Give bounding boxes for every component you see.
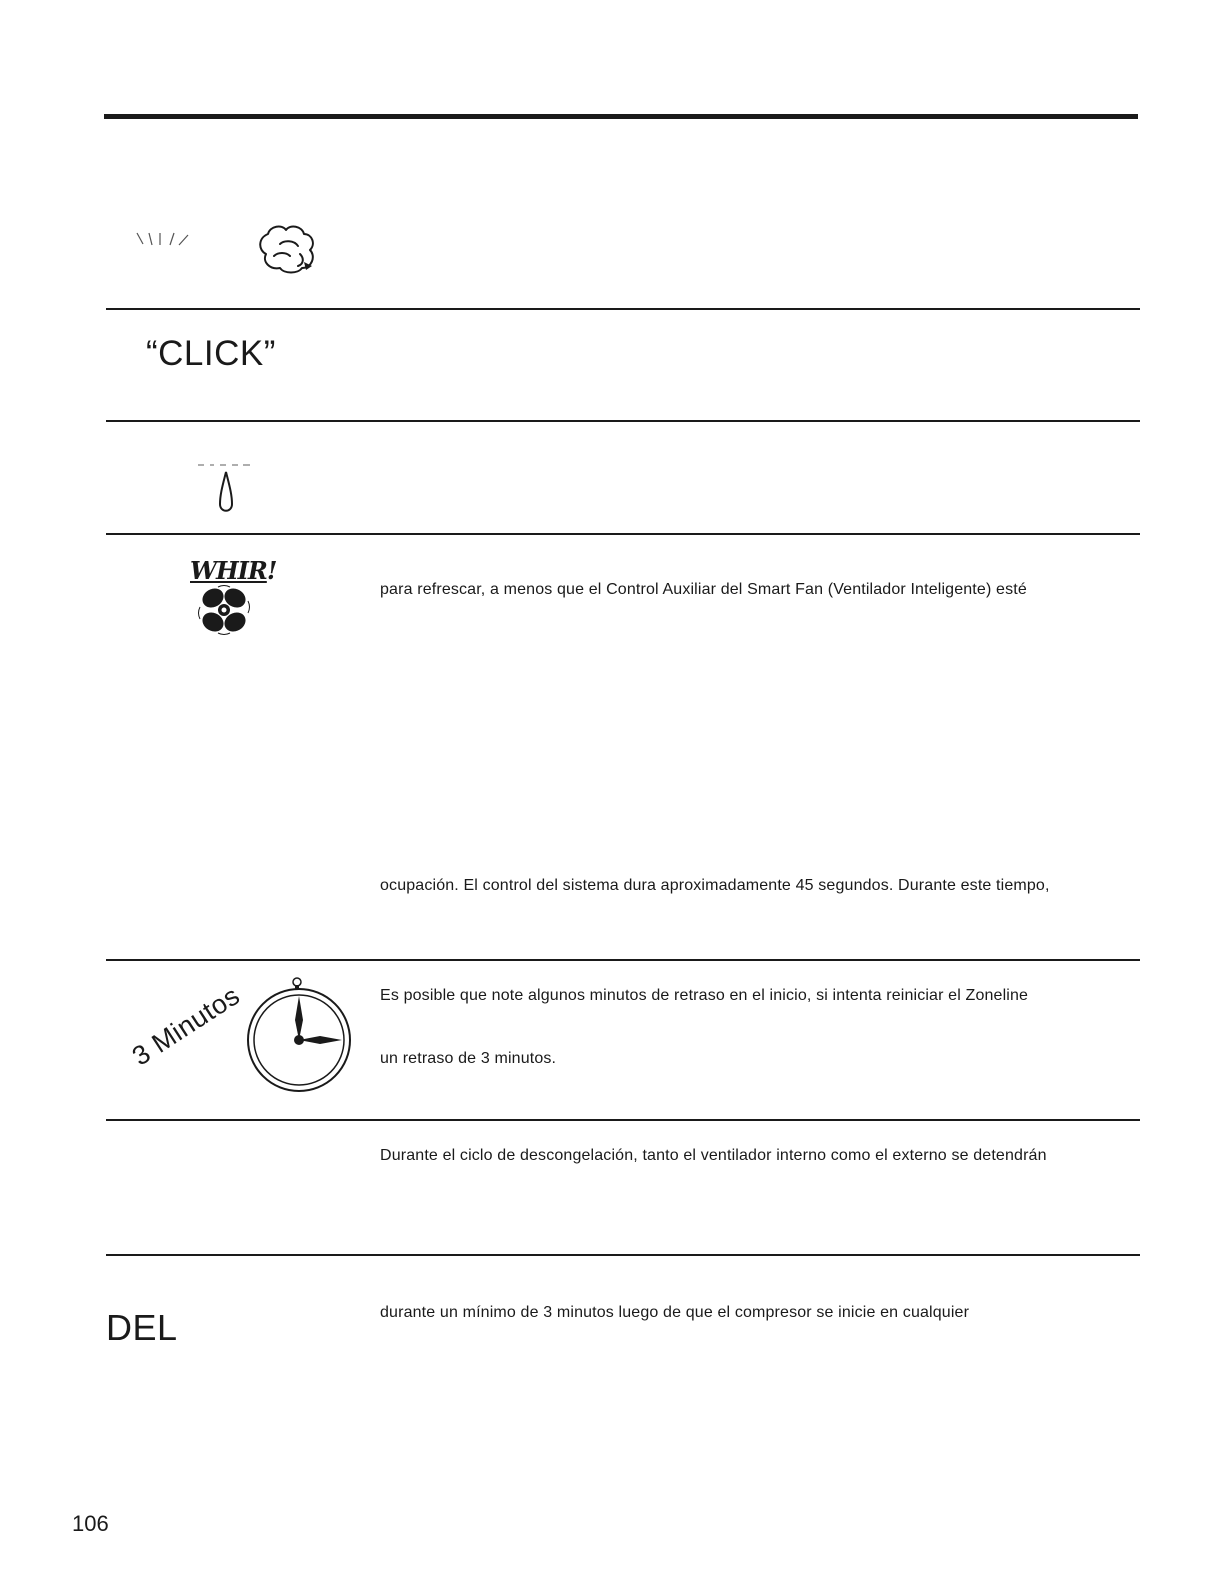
whir-text-line-1: para refrescar, a menos que el Control Auxiliar del Smart Fan (Ventilador Inteligente) esté: [380, 581, 1027, 598]
section-divider: [106, 533, 1140, 535]
whir-text-line-2: ocupación. El control del sistema dura aproximadamente 45 segundos. Durante este tiempo,: [380, 877, 1050, 894]
section-divider: [106, 1254, 1140, 1256]
delay-text-line-1: Es posible que note algunos minutos de retraso en el inicio, si intenta reiniciar el Zoneline: [380, 987, 1029, 1004]
water-drop-icon: [196, 460, 256, 522]
defrost-text-line-1: Durante el ciclo de descongelación, tanto el ventilador interno como el externo se detendrán: [380, 1147, 1047, 1164]
section-divider: [106, 1119, 1140, 1121]
del-label: DEL: [106, 1307, 178, 1348]
stopwatch-icon: [244, 974, 356, 1094]
section-divider: [106, 308, 1140, 310]
click-label: “CLICK”: [146, 334, 276, 373]
three-minutes-label: 3 Minutos: [126, 980, 246, 1072]
section-divider: [106, 420, 1140, 422]
popcorn-icon: [254, 222, 320, 276]
fan-icon: [196, 585, 252, 635]
page-number: 106: [72, 1511, 109, 1536]
whir-label-exclamation: !: [266, 556, 277, 585]
del-text-line-1: durante un mínimo de 3 minutos luego de que el compresor se inicie en cualquier: [380, 1304, 970, 1321]
section-divider: [106, 959, 1140, 961]
sound-lines-icon: [134, 230, 198, 250]
header-rule: [104, 114, 1138, 119]
delay-text-line-2: un retraso de 3 minutos.: [380, 1050, 557, 1067]
whir-label-main: WHIR: [190, 556, 267, 585]
whir-label: [190, 556, 276, 586]
